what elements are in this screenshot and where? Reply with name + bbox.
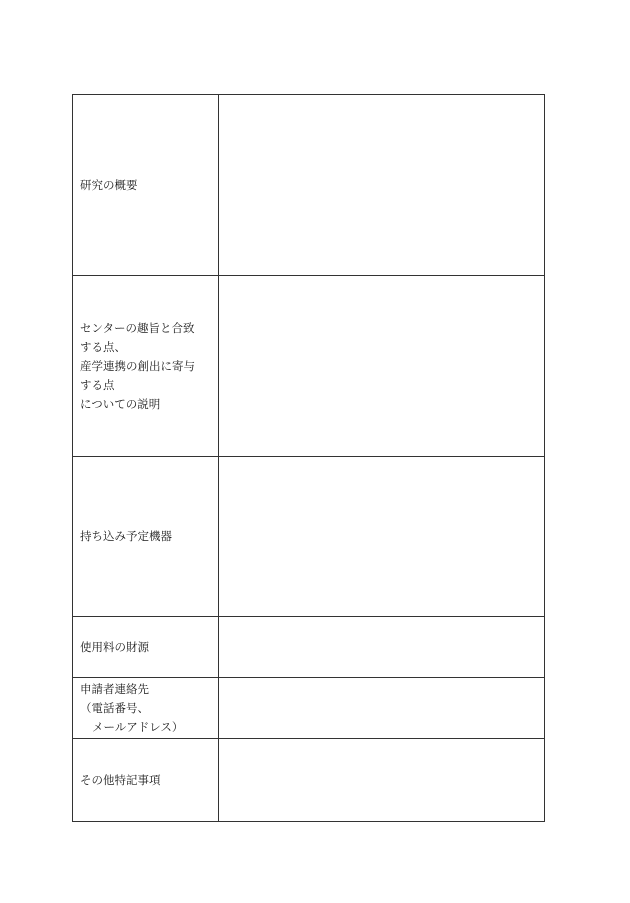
field-funding-source[interactable]: [219, 617, 545, 678]
row-equipment: [73, 457, 545, 617]
application-form-table: [72, 94, 545, 822]
label-other-notes: [73, 739, 219, 822]
label-research-overview: [73, 95, 219, 276]
label-line: その他特記事項: [80, 772, 161, 787]
label-line: 持ち込み予定機器: [80, 529, 172, 543]
row-applicant-contact: [73, 678, 545, 739]
row-funding-source: [73, 617, 545, 678]
row-center-alignment: [73, 276, 545, 457]
label-equipment: [73, 457, 219, 617]
label-center-alignment: [73, 276, 219, 457]
label-line: 研究の概要: [80, 177, 138, 192]
label-line: （電話番号、: [80, 700, 149, 715]
label-line: する点: [80, 377, 115, 392]
field-research-overview[interactable]: [219, 95, 545, 276]
label-line: 産学連携の創出に寄与: [80, 358, 195, 373]
field-other-notes[interactable]: [219, 739, 545, 822]
field-center-alignment[interactable]: [219, 276, 545, 457]
label-funding-source: [73, 617, 219, 678]
row-research-overview: [73, 95, 545, 276]
label-line: 使用料の財源: [80, 639, 149, 654]
label-line: メールアドレス）: [92, 719, 184, 734]
label-applicant-contact: [73, 678, 219, 739]
row-other-notes: [73, 739, 545, 822]
field-applicant-contact[interactable]: [219, 678, 545, 739]
label-line: センターの趣旨と合致: [80, 320, 195, 335]
field-equipment[interactable]: [219, 457, 545, 617]
label-line: についての説明: [80, 396, 161, 411]
label-line: 申請者連絡先: [80, 681, 149, 696]
label-line: する点、: [80, 339, 126, 354]
